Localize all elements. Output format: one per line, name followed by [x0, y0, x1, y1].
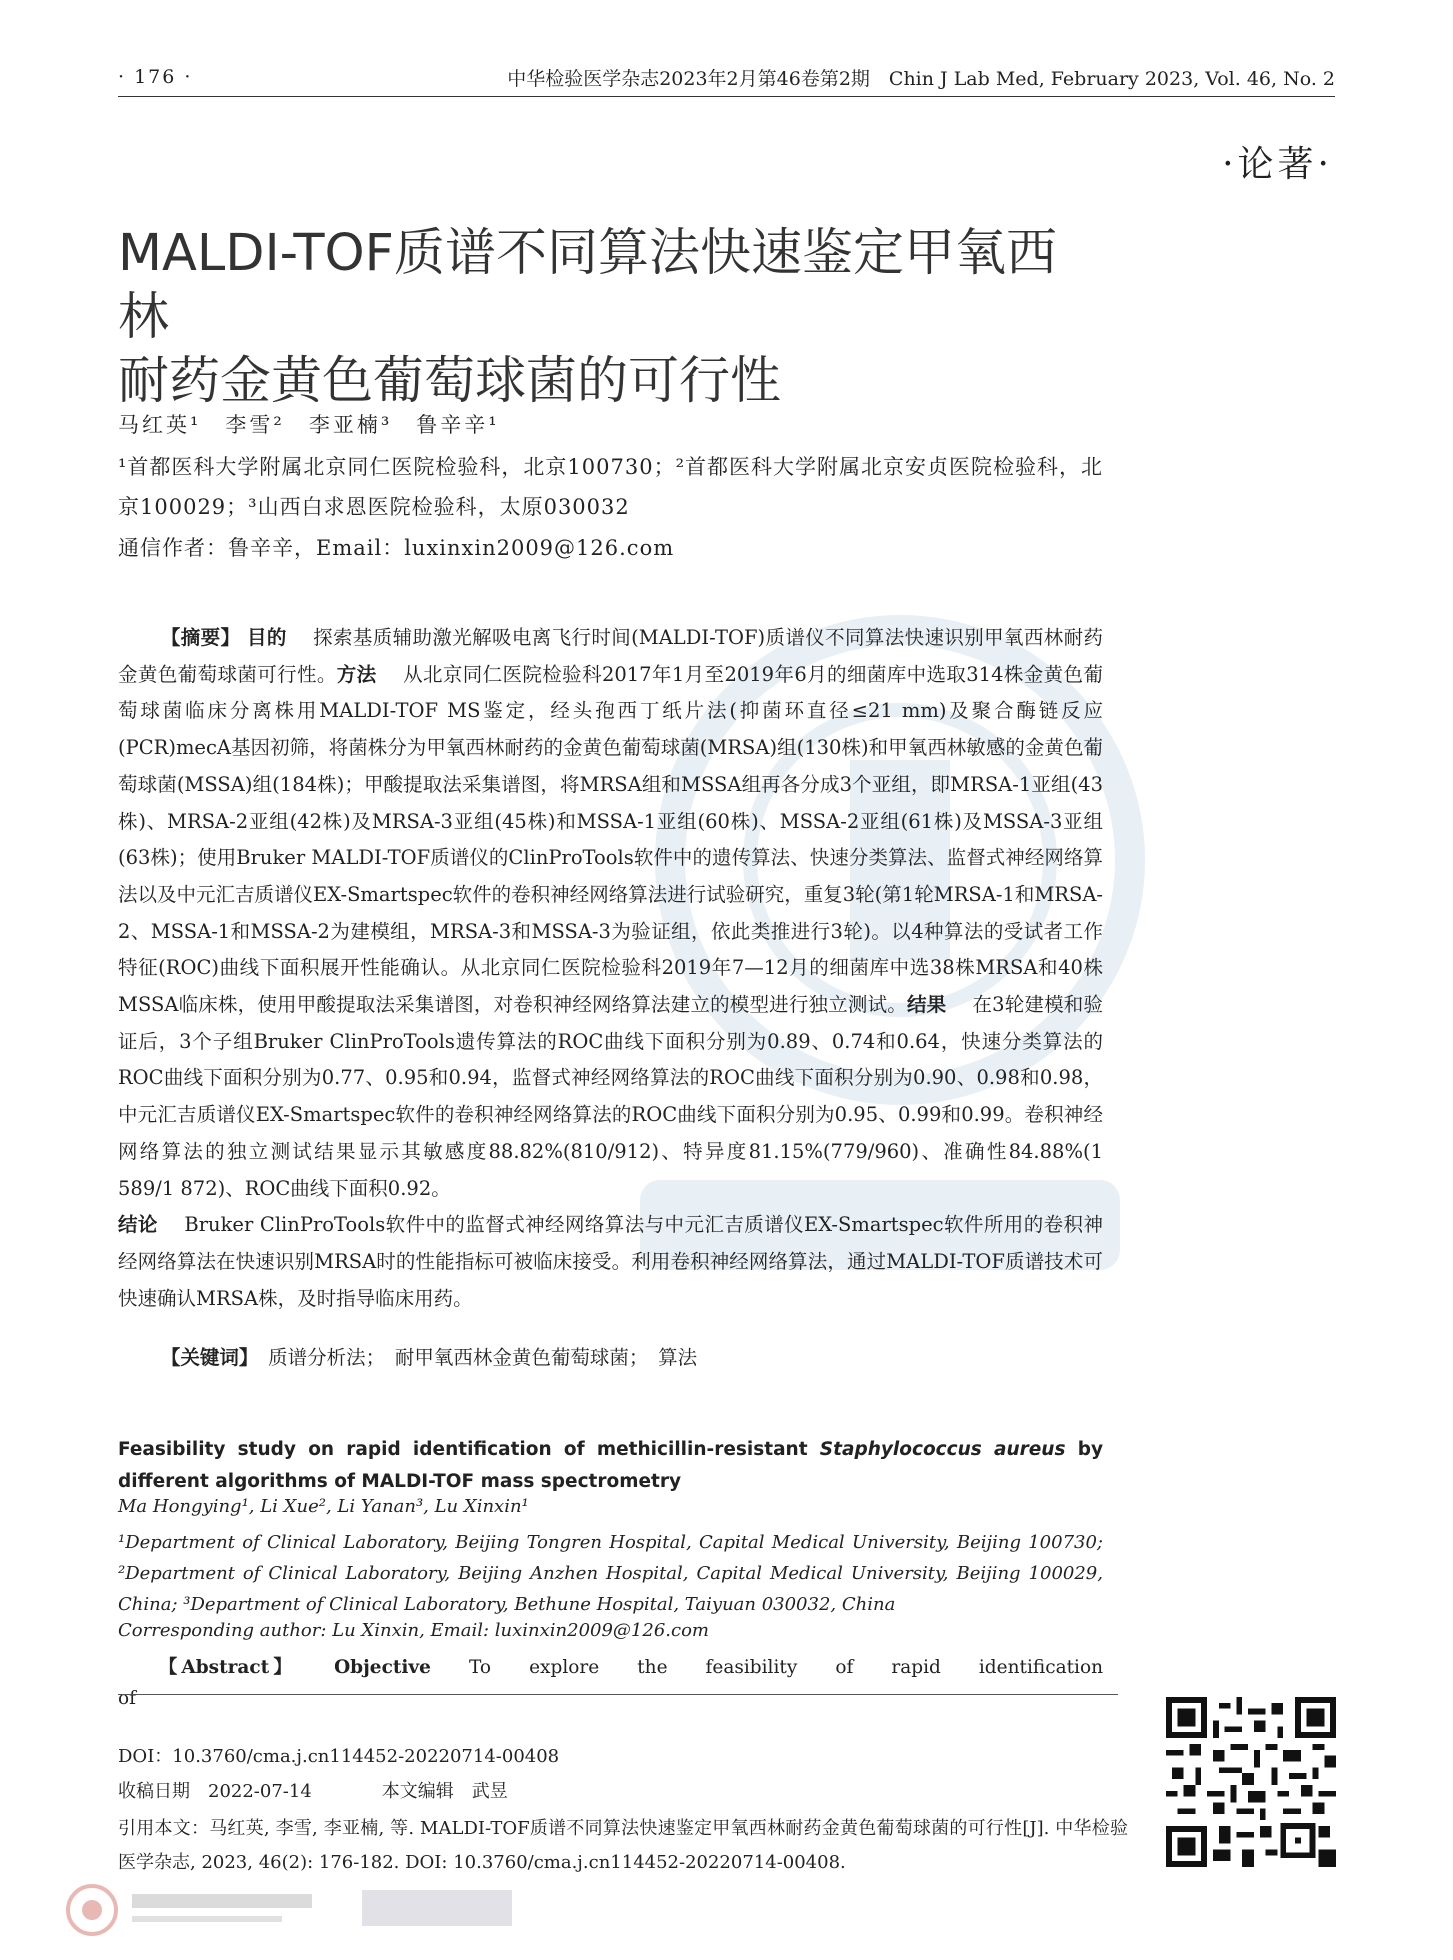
objective-label: 目的	[246, 626, 287, 649]
abstract-label: 【摘要】	[160, 626, 241, 649]
received-date-row	[118, 1777, 578, 1803]
received-date: 收稿日期 2022-07-14	[118, 1781, 312, 1802]
results-text: 在3轮建模和验证后，3个子组Bruker ClinProTools遗传算法的ROC曲线下面积分别为0.89、0.74和0.64，快速分类算法的ROC曲线下面积分别为0.77、0.95和0.94，监督式神经网络算法的ROC曲线下面积分别为0.90、0.98和0.98，中元汇吉质谱仪EX-Smartspec软件的卷积神经网络算法的ROC曲线下面积分别为0.95、0.99和0.99。卷积神经网络算法的独立测试结果显示其敏感度88.82%(810/912)、特异度81.15%(779/960)、准确性84.88%(1 589/1 872)、ROC曲线下面积0.92。	[118, 993, 1103, 1200]
publisher-logo	[62, 1880, 522, 1940]
conclusion-text: Bruker ClinProTools软件中的监督式神经网络算法与中元汇吉质谱仪EX-Smartspec软件所用的卷积神经网络算法在快速识别MRSA时的性能指标可被临床接受。利用卷积神经网络算法，通过MALDI-TOF质谱技术可快速确认MRSA株，及时指导临床用药。	[118, 1213, 1103, 1310]
english-authors: Ma Hongying¹, Li Xue², Li Yanan³, Lu Xinxin¹	[118, 1496, 529, 1517]
abstract-chinese	[118, 620, 1103, 1317]
objective-text: 探索基质辅助激光解吸电离飞行时间(MALDI-TOF)质谱仪不同算法快速识别甲氧西林耐药金黄色葡萄球菌可行性。	[118, 626, 1103, 686]
editor: 本文编辑 武昱	[381, 1781, 508, 1802]
english-title-part: Feasibility study on rapid identification of methicillin-resistant	[118, 1439, 820, 1460]
running-header: 中华检验医学杂志2023年2月第46卷第2期 Chin J Lab Med, February 2023, Vol. 46, No. 2	[507, 68, 1335, 90]
keywords-chinese	[118, 1340, 1103, 1376]
qr-code-icon[interactable]	[1166, 1697, 1336, 1867]
english-abstract-text: To explore the feasibility of rapid identification of	[118, 1657, 1103, 1709]
title-line: MALDI-TOF质谱不同算法快速鉴定甲氧西林	[118, 224, 1057, 347]
affiliations: ¹首都医科大学附属北京同仁医院检验科，北京100730；²首都医科大学附属北京安贞医院检验科，北京100029；³山西白求恩医院检验科，太原030032	[118, 455, 1103, 519]
title-line: 耐药金黄色葡萄球菌的可行性	[118, 352, 782, 411]
keywords-text: 质谱分析法； 耐甲氧西林金黄色葡萄球菌； 算法	[268, 1346, 698, 1369]
keywords-label: 【关键词】	[160, 1346, 249, 1369]
page-number: · 176 ·	[118, 66, 193, 88]
english-corresponding: Corresponding author: Lu Xinxin, Email: luxinxin2009@126.com	[118, 1620, 709, 1641]
corresponding-author: 通信作者：鲁辛辛，Email：luxinxin2009@126.com	[118, 536, 675, 560]
english-affiliations: ¹Department of Clinical Laboratory, Beijing Tongren Hospital, Capital Medical University, Beijing 100730; ²Department of Clinical Laboratory, Beijing Anzhen Hospital, Capital Medical University, Beijing 100029, China; ³Department of Clinical Laboratory, Bethune Hospital, Taiyuan 030032, China	[118, 1532, 1103, 1615]
english-objective-label: Objective	[334, 1657, 431, 1678]
english-abstract	[118, 1652, 1103, 1714]
citation: 引用本文：马红英, 李雪, 李亚楠, 等. MALDI-TOF质谱不同算法快速鉴定甲氧西林耐药金黄色葡萄球菌的可行性[J]. 中华检验医学杂志, 2023, 46(2): 176-182. DOI: 10.3760/cma.j.cn114452-20220714-00408.	[118, 1818, 1128, 1873]
header-divider	[118, 96, 1335, 97]
article-title	[118, 222, 1098, 414]
author-list: 马红英¹ 李雪² 李亚楠³ 鲁辛辛¹	[118, 413, 500, 437]
english-title	[118, 1434, 1103, 1498]
section-tag: ·论著·	[1222, 144, 1333, 185]
english-abstract-label: 【Abstract】	[158, 1657, 296, 1678]
results-label: 结果	[906, 993, 947, 1017]
conclusion-label: 结论	[118, 1213, 158, 1237]
english-title-species: Staphylococcus aureus	[819, 1439, 1066, 1460]
footer-divider	[118, 1694, 1118, 1695]
methods-text: 从北京同仁医院检验科2017年1月至2019年6月的细菌库中选取314株金黄色葡萄球菌临床分离株用MALDI-TOF MS鉴定，经头孢西丁纸片法(抑菌环直径≤21 mm)及聚合酶链反应(PCR)mecA基因初筛，将菌株分为甲氧西林耐药的金黄色葡萄球菌(MRSA)组(130株)和甲氧西林敏感的金黄色葡萄球菌(MSSA)组(184株)；甲酸提取法采集谱图，将MRSA组和MSSA组再各分成3个亚组，即MRSA-1亚组(43株)、MRSA-2亚组(42株)及MRSA-3亚组(45株)和MSSA-1亚组(60株)、MSSA-2亚组(61株)及MSSA-3亚组(63株)；使用Bruker MALDI-TOF质谱仪的ClinProTools软件中的遗传算法、快速分类算法、监督式神经网络算法以及中元汇吉质谱仪EX-Smartspec软件的卷积神经网络算法进行试验研究，重复3轮(第1轮MRSA-1和MRSA-2、MSSA-1和MSSA-2为建模组，MRSA-3和MSSA-3为验证组，依此类推进行3轮)。以4种算法的受试者工作特征(ROC)曲线下面积展开性能确认。从北京同仁医院检验科2019年7—12月的细菌库中选38株MRSA和40株MSSA临床株，使用甲酸提取法采集谱图，对卷积神经网络算法建立的模型进行独立测试。	[118, 662, 1103, 1017]
english-title-part: by different algorithms of MALDI-TOF mass spectrometry	[118, 1439, 1103, 1492]
methods-label: 方法	[336, 662, 377, 686]
doi: DOI：10.3760/cma.j.cn114452-20220714-00408	[118, 1746, 560, 1767]
